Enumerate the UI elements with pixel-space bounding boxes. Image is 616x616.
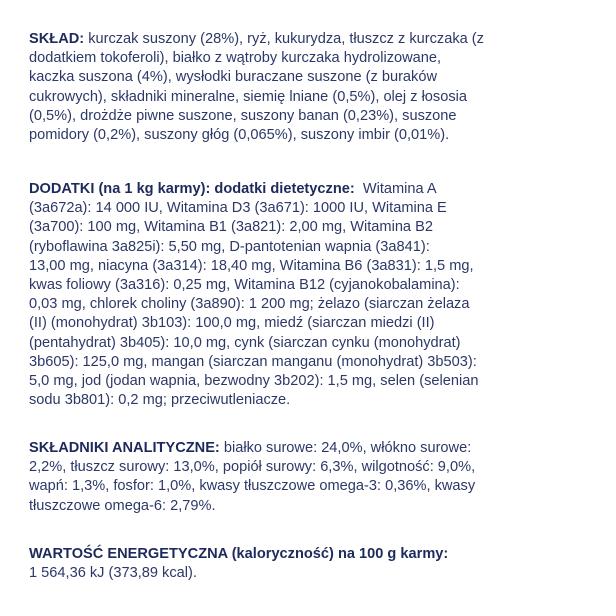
analytical-line-2: 2,2%, tłuszcz surowy: 13,0%, popiół surowy: 6,3%, wilgotność: 9,0%, [29,459,476,476]
additives-line-7: 0,03 mg, chlorek choliny (3a890): 1 200 mg; żelazo (siarczan żelaza [29,296,470,313]
analytical-constituents-section [29,439,591,516]
additives-line-6: kwas foliowy (3a316): 0,25 mg, Witamina B12 (cyjanokobalamina): [29,277,460,294]
analytical-line-1 [29,439,591,458]
composition-text: kurczak suszony (28%), ryż, kukurydza, tłuszcz z kurczaka (z [84,31,484,47]
additives-line-11: 5,0 mg, jod (jodan wapnia, bezwodny 3b202): 1,5 mg, selen (selenian [29,373,479,390]
energy-label: WARTOŚĆ ENERGETYCZNA (kaloryczność) na 100 g karmy: [29,546,449,562]
additives-line-2: (3a672a): 14 000 IU, Witamina D3 (3a671): 1000 IU, Witamina E [29,200,447,217]
additives-line-12: sodu 3b801): 0,2 mg; przeciwutleniacze. [29,392,291,409]
additives-text: Witamina A [354,181,437,197]
composition-line-4: cukrowych), składniki mineralne, siemię lniane (0,5%), olej z łososia [29,88,467,105]
composition-section [29,30,591,145]
analytical-line-3: wapń: 1,3%, fosfor: 1,0%, kwasy tłuszczowe omega-3: 0,36%, kwasy [29,478,476,495]
energy-line-1 [29,545,591,564]
additives-label: DODATKI (na 1 kg karmy): dodatki dietetyczne: [29,181,355,197]
analytical-line-4: tłuszczowe omega-6: 2,79%. [29,497,216,514]
additives-line-1 [29,180,591,199]
analytical-text: białko surowe: 24,0%, włókno surowe: [219,440,472,456]
energy-value: 1 564,36 kJ (373,89 kcal). [29,565,197,582]
additives-line-9: (pentahydrat) 3b405): 10,0 mg, cynk (siarczan cynku (monohydrat) [29,334,461,351]
additives-line-8: (II) (monohydrat) 3b103): 100,0 mg, miedź (siarczan miedzi (II) [29,315,435,332]
additives-line-4: (ryboflawina 3a825i): 5,50 mg, D-pantotenian wapnia (3a841): [29,238,430,255]
additives-line-5: 13,00 mg, niacyna (3a314): 18,40 mg, Witamina B6 (3a831): 1,5 mg, [29,257,474,274]
composition-line-2: dodatkiem tokoferoli), białko z wątroby kurczaka hydrolizowane, [29,50,442,67]
analytical-label: SKŁADNIKI ANALITYCZNE: [29,440,220,456]
additives-section [29,180,591,410]
composition-line-6: pomidory (0,2%), suszony głóg (0,065%), suszony imbir (0,01%). [29,127,450,144]
composition-line-5: (0,5%), drożdże piwne suszone, suszony banan (0,23%), suszone [29,107,457,124]
additives-line-10: 3b605): 125,0 mg, mangan (siarczan manganu (monohydrat) 3b503): [29,353,477,370]
composition-label: SKŁAD: [29,31,85,47]
additives-line-3: (3a700): 100 mg, Witamina B1 (3a821): 2,00 mg, Witamina B2 [29,219,433,236]
energy-value-section [29,545,591,583]
composition-line-3: kaczka suszona (4%), wysłodki buraczane suszone (z buraków [29,69,437,86]
composition-line-1 [29,30,591,49]
